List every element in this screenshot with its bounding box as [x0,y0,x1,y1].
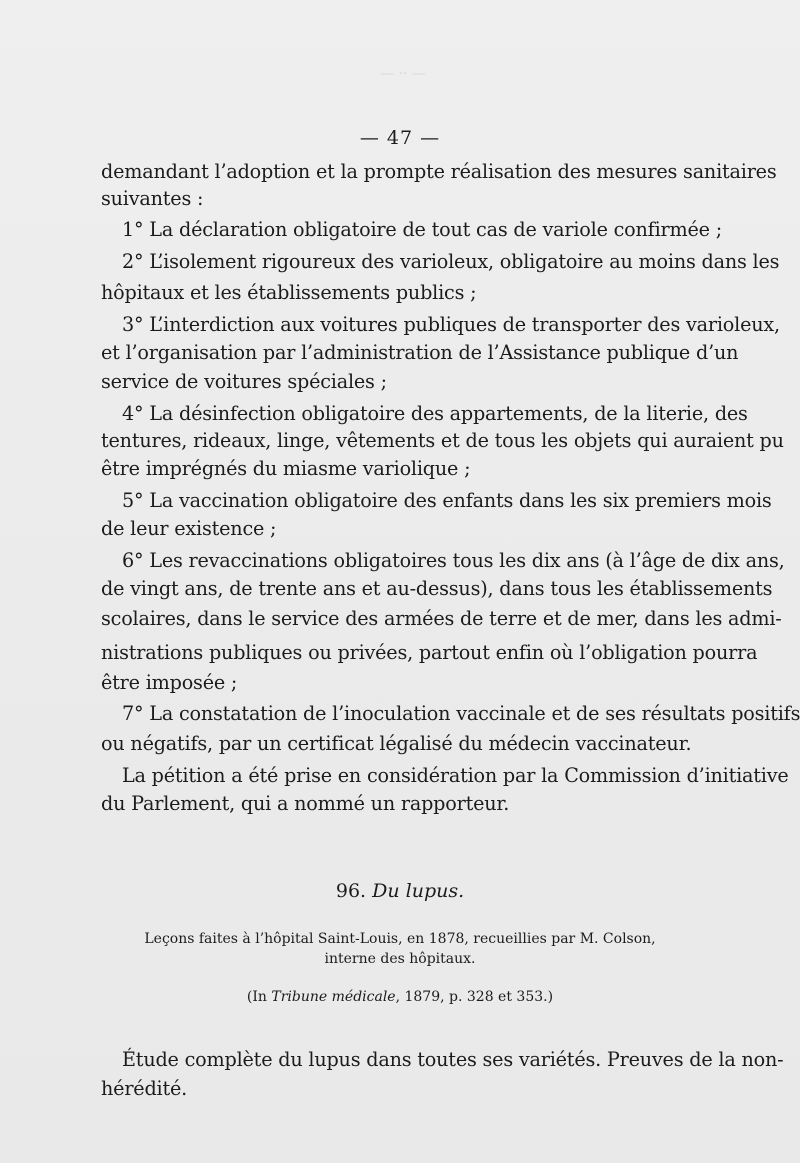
text-line: Étude complète du lupus dans toutes ses variétés. Preuves de la non- [122,1048,784,1071]
text-line: tentures, rideaux, linge, vêtements et de tous les objets qui auraient pu [101,429,784,452]
text-line: de vingt ans, de trente ans et au-dessus), dans tous les établissements [101,577,773,600]
section-title: Du lupus. [372,880,465,902]
text-line: 4° La désinfection obligatoire des appartements, de la literie, des [122,402,748,425]
text-line: hérédité. [101,1077,188,1100]
text-line: et l’organisation par l’administration de l’Assistance publique d’un [101,341,739,364]
bleed-through-text: — ·· — [380,66,426,82]
text-line: ou négatifs, par un certificat légalisé du médecin vaccinateur. [101,732,692,755]
text-line: 6° Les revaccinations obligatoires tous les dix ans (à l’âge de dix ans, [122,549,785,572]
text-line: 2° L’isolement rigoureux des varioleux, obligatoire au moins dans les [122,250,780,273]
text-line: être imprégnés du miasme variolique ; [101,457,471,480]
subtitle-line: Leçons faites à l’hôpital Saint-Louis, en 1878, recueillies par M. Colson, [144,931,656,947]
citation [0,987,800,1007]
text-line: du Parlement, qui a nommé un rapporteur. [101,792,510,815]
text-line: demandant l’adoption et la prompte réalisation des mesures sanitaires [101,160,777,183]
subtitle-line: interne des hôpitaux. [324,951,476,967]
text-line: être imposée ; [101,671,238,694]
section-number: 96. [335,880,367,902]
section-heading [0,880,800,902]
text-line: 3° L’interdiction aux voitures publiques de transporter des varioleux, [122,313,780,336]
citation-suffix: , 1879, p. 328 et 353.) [395,989,554,1005]
text-line: La pétition a été prise en considération par la Commission d’initiative [122,764,789,787]
text-line: nistrations publiques ou privées, partout enfin où l’obligation pourra [101,641,758,664]
citation-journal: Tribune médicale [271,989,396,1005]
text-line: service de voitures spéciales ; [101,370,387,393]
text-line: 1° La déclaration obligatoire de tout cas de variole confirmée ; [122,218,722,241]
citation-prefix: (In [246,989,272,1005]
text-line: hôpitaux et les établissements publics ; [101,281,477,304]
page-number: — 47 — [359,127,441,149]
text-line: suivantes : [101,187,204,210]
text-line: de leur existence ; [101,517,277,540]
text-line: 5° La vaccination obligatoire des enfants dans les six premiers mois [122,489,772,512]
text-line: 7° La constatation de l’inoculation vaccinale et de ses résultats positifs [122,702,800,725]
text-line: scolaires, dans le service des armées de terre et de mer, dans les admi- [101,607,782,630]
